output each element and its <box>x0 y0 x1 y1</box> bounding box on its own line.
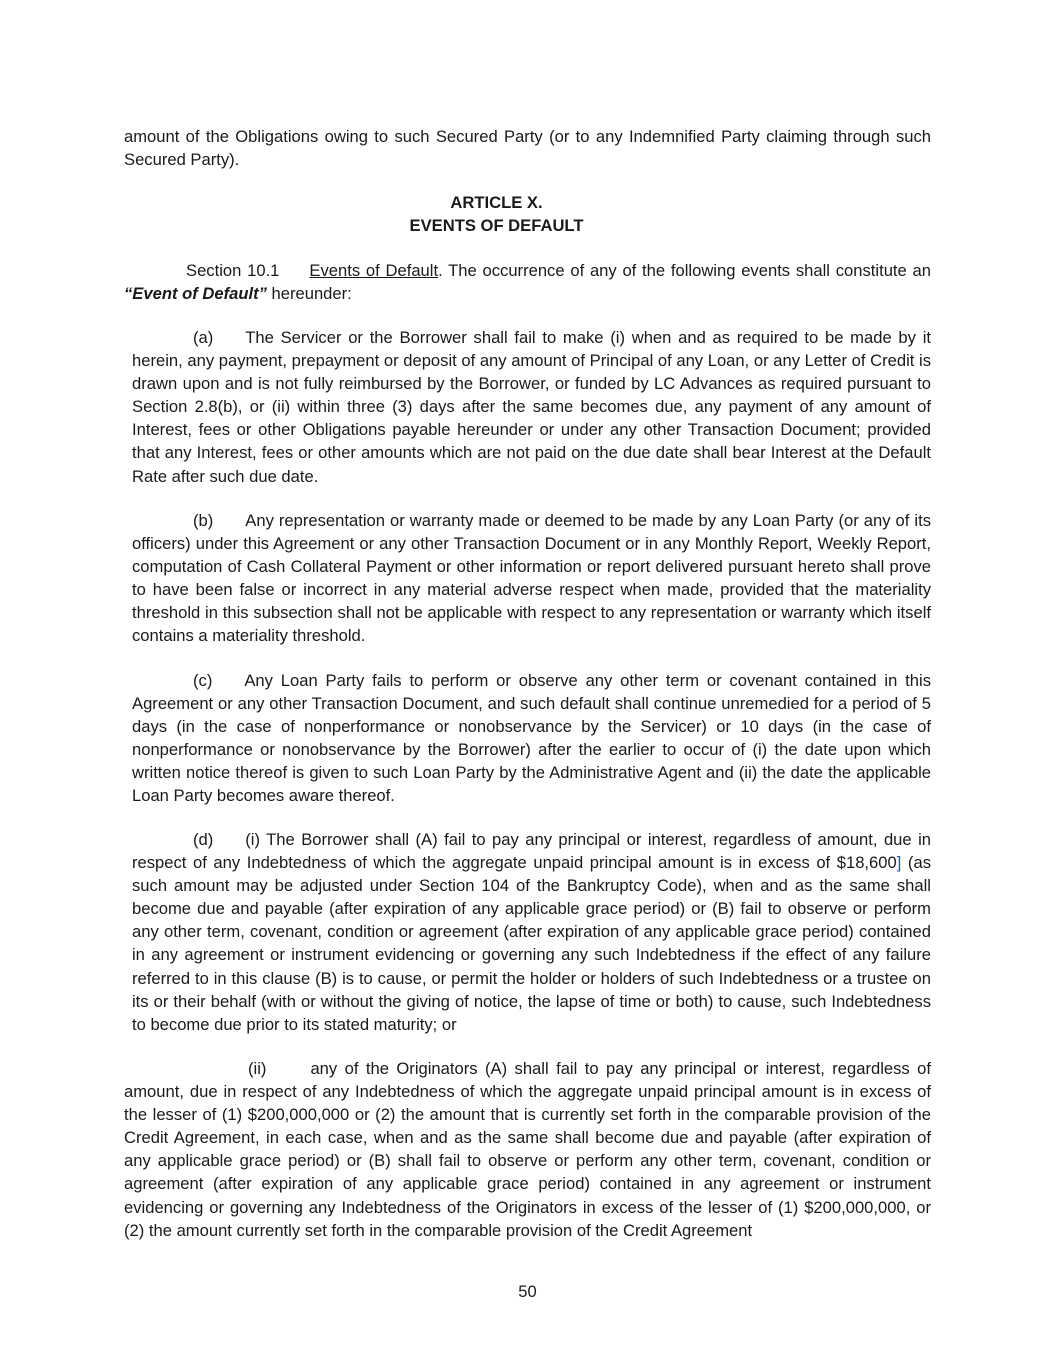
clause-d <box>132 828 931 1036</box>
section-text: . The occurrence of any of the following events shall constitute an <box>438 261 931 280</box>
clause-b-label: (b) <box>193 511 214 530</box>
defined-term: “Event of Default” <box>124 284 267 304</box>
clause-c-label: (c) <box>193 671 213 690</box>
clause-d-text-continued: (as such amount may be adjusted under Section 104 of the Bankruptcy Code), when and as the same shall become due and payable (after expiration of any applicable grace period) or (B) fail to observe or perform any other term, covenant, condition or agreement (after expiration of any applicable grace period) contained in any agreement or instrument evidencing or governing any such Indebtedness if the effect of any failure referred to in this clause (B) is to cause, or permit the holder or holders of such Indebtedness or a trustee on its or their behalf (with or without the giving of notice, the lapse of time or both) to cause, such Indebtedness to become due prior to its stated maturity; or <box>132 853 931 1034</box>
article-number: ARTICLE X. <box>450 193 543 212</box>
section-10-1-paragraph <box>124 259 931 305</box>
clause-c <box>132 669 931 808</box>
page-number: 50 <box>518 1282 537 1301</box>
clause-b <box>132 509 931 648</box>
clause-d-ii <box>124 1057 931 1242</box>
intro-paragraph: amount of the Obligations owing to such Secured Party (or to any Indemnified Party claiming through such Secured Party). <box>124 127 931 170</box>
clause-d-text: (i) The Borrower shall (A) fail to pay any principal or interest, regardless of amount, due in respect of any Indebtedness of which the aggregate unpaid principal amount is in excess of $18,600 <box>132 830 931 873</box>
section-number: Section 10.1 <box>186 261 280 280</box>
clause-b-text: Any representation or warranty made or deemed to be made by any Loan Party (or any of its officers) under this Agreement or any other Transaction Document or in any Monthly Report, Weekly Report, computation of Cash Collateral Payment or other information or report delivered pursuant hereto shall prove to have been false or incorrect in any material adverse respect when made, provided that the materiality threshold in this subsection shall not be applicable with respect to any representation or warranty which itself contains a materiality threshold. <box>132 511 931 646</box>
clause-a <box>132 326 931 488</box>
clause-a-label: (a) <box>193 328 214 347</box>
section-text-end: hereunder: <box>266 284 352 304</box>
footnote-bracket-link[interactable]: ] <box>896 853 902 873</box>
clause-d-ii-label: (ii) <box>248 1059 267 1078</box>
article-title: EVENTS OF DEFAULT <box>409 216 584 235</box>
clause-a-text: The Servicer or the Borrower shall fail to make (i) when and as required to be made by it herein, any payment, prepayment or deposit of any amount of Principal of any Loan, or any Letter of Credit is drawn upon and is not fully reimbursed by the Borrower, or funded by LC Advances as required pursuant to Section 2.8(b), or (ii) within three (3) days after the same becomes due, any payment of any amount of Interest, fees or other Obligations payable hereunder or under any other Transaction Document; provided that any Interest, fees or other amounts which are not paid on the due date shall bear Interest at the Default Rate after such due date. <box>132 328 931 486</box>
section-title: Events of Default <box>309 261 439 280</box>
clause-d-ii-text: any of the Originators (A) shall fail to pay any principal or interest, regardless of amount, due in respect of any Indebtedness of which the aggregate unpaid principal amount is in excess of the lesser of (1) $200,000,000 or (2) the amount that is currently set forth in the comparable provision of the Credit Agreement, in each case, when and as the same shall become due and payable (after expiration of any applicable grace period) or (B) shall fail to observe or perform any other term, covenant, condition or agreement (after expiration of any applicable grace period) contained in any agreement or instrument evidencing or governing any Indebtedness of the Originators in excess of the lesser of (1) $200,000,000, or (2) the amount currently set forth in the comparable provision of the Credit Agreement <box>124 1059 931 1240</box>
clause-c-text: Any Loan Party fails to perform or observe any other term or covenant contained in this Agreement or any other Transaction Document, and such default shall continue unremedied for a period of 5 days (in the case of nonperformance or nonobservance by the Servicer) or 10 days (in the case of nonperformance or nonobservance by the Borrower) after the earlier to occur of (i) the date upon which written notice thereof is given to such Loan Party by the Administrative Agent and (ii) the date the applicable Loan Party becomes aware thereof. <box>132 671 931 806</box>
clause-d-label: (d) <box>193 830 214 849</box>
